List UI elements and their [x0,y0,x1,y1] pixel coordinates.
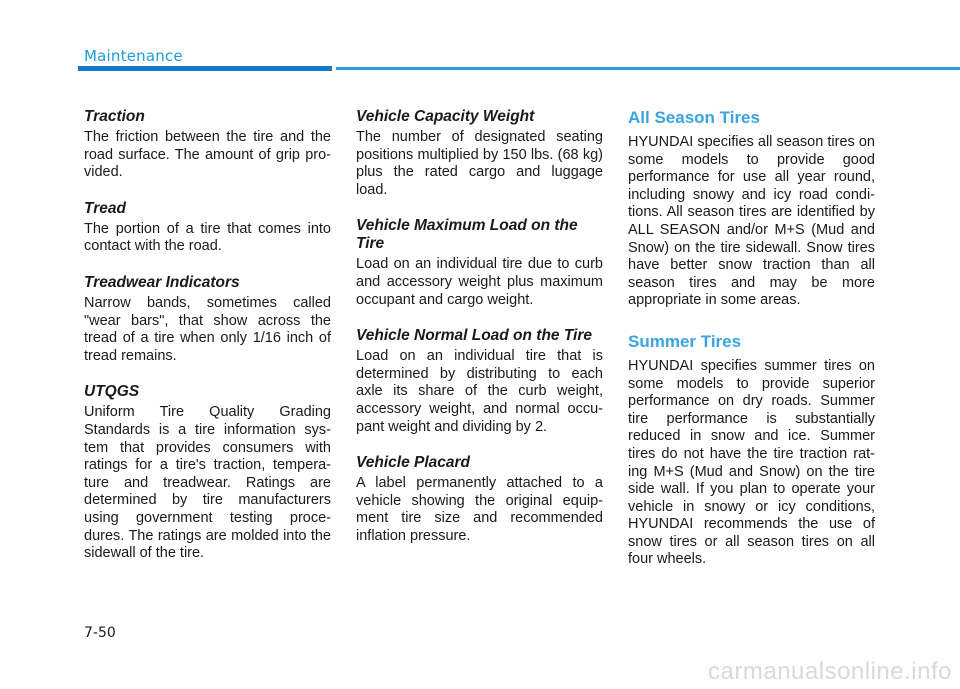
header-bar-rule [336,67,960,70]
definition-vehicle-maximum-load [356,217,603,309]
definition-title: Vehicle Placard [356,454,471,472]
definition-text: Uniform Tire Quality Grading Standards is a tire information sys-tem that provides consumers with ratings for a tire's traction, tempera-ture and treadwear. Ratings are determined by tire manufacturers using government testing proce-dures. The ratings are molded into the sidewall of the tire. [84,404,331,562]
section-text: HYUNDAI specifies summer tires on some models to provide superior performance on dry roads. Summer tire performance is substantially reduced in snow and ice. Summer tires do not have the tire traction rat-ing M+S (Mud and Snow) on the tire side wall. If you plan to operate your vehicle in snowy or icy conditions, HYUNDAI recommends the use of snow tires or all season tires on all four wheels. [628,357,875,568]
definition-text: The portion of a tire that comes into contact with the road. [84,220,331,255]
section-all-season-tires [628,108,875,310]
definition-vehicle-normal-load [356,327,603,436]
definition-title: Vehicle Maximum Load on the Tire [356,217,578,253]
page-number: 7-50 [84,625,116,641]
section-text: HYUNDAI specifies all season tires on some models to provide good performance for use all year round, including snowy and icy road condi-tions. All season tires are identified by ALL SEASON and/or M+S (Mud and Snow) on the tire sidewall. Snow tires have better snow traction than all season tires and may be more appropriate in some areas. [628,134,875,309]
definition-title: Tread [84,199,126,217]
section-title: Maintenance [84,47,183,65]
section-heading: Summer Tires [628,331,742,351]
column-3 [628,108,875,591]
definition-traction [84,108,331,182]
column-1 [84,108,331,581]
watermark: carmanualsonline.info [708,658,952,685]
definition-vehicle-placard [356,454,603,545]
definition-text: The friction between the tire and the road surface. The amount of grip pro-vided. [84,129,331,181]
section-heading: All Season Tires [628,108,760,127]
definition-text: Load on an individual tire due to curb and accessory weight plus maximum occupant and cargo weight. [356,256,603,308]
definition-vehicle-capacity-weight [356,108,603,199]
column-2 [356,108,603,564]
definition-title: Treadwear Indicators [84,273,240,291]
definition-text: Narrow bands, sometimes called "wear bars", that show across the tread of a tire when only 1/16 inch of tread remains. [84,294,331,364]
definition-title: Traction [84,108,145,125]
definition-text: The number of designated seating positions multiplied by 150 lbs. (68 kg) plus the rated cargo and luggage load. [356,129,603,198]
definition-text: A label permanently attached to a vehicle showing the original equip-ment tire size and recommended inflation pressure. [356,475,603,544]
definition-utqgs [84,383,331,562]
header-bar-accent [78,66,332,71]
section-summer-tires [628,332,875,569]
definition-title: Vehicle Normal Load on the Tire [356,327,592,345]
definition-title: UTQGS [84,383,140,401]
definition-tread [84,200,331,256]
definition-title: Vehicle Capacity Weight [356,108,535,125]
definition-text: Load on an individual tire that is determined by distributing to each axle its share of the curb weight, accessory weight, and normal occu-pant weight and dividing by 2. [356,348,603,435]
definition-treadwear-indicators [84,274,331,365]
